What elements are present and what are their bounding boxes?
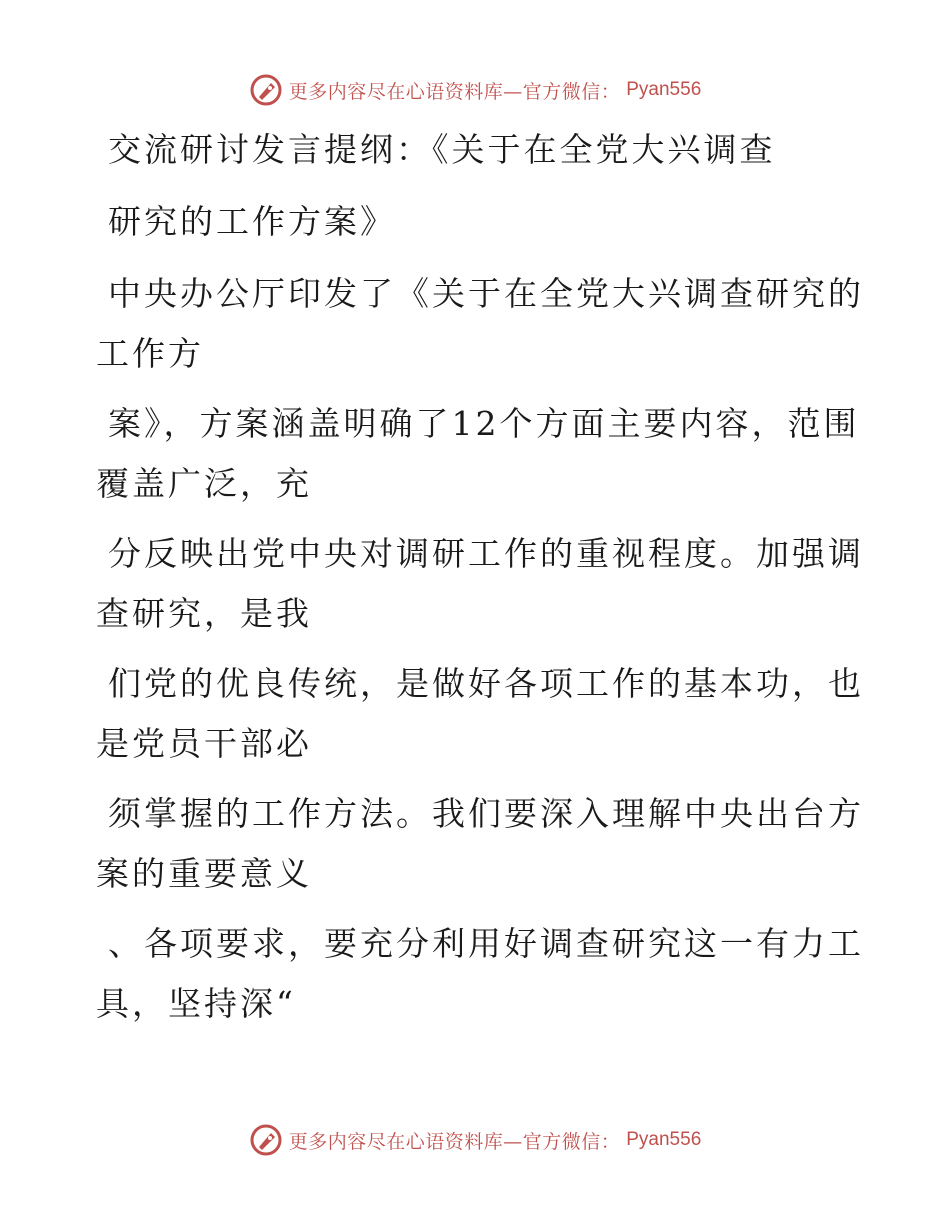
header-watermark <box>0 70 950 110</box>
watermark-wechat-id: Pyan556 <box>626 79 702 100</box>
title-line-2: 研究的工作方案》 <box>108 202 396 241</box>
title-line-1: 交流研讨发言提纲：《关于在全党大兴调查 <box>108 130 776 169</box>
watermark-text: 更多内容尽在心语资料库—官方微信： <box>288 80 621 103</box>
paragraph-line: 工作方 <box>96 334 204 373</box>
paragraph-4 <box>96 654 864 774</box>
paragraph-1 <box>96 264 864 384</box>
watermark-text: 更多内容尽在心语资料库—官方微信： <box>288 1130 621 1153</box>
paragraph-line: 查研究，是我 <box>96 594 312 633</box>
paragraph-line: 案》，方案涵盖明确了12个方面主要内容，范围 <box>108 404 860 443</box>
paragraph-line: 覆盖广泛，充 <box>96 464 312 503</box>
watermark-wechat-id: Pyan556 <box>626 1129 702 1150</box>
paragraph-line: 是党员干部必 <box>96 724 312 763</box>
footer-watermark <box>0 1120 950 1160</box>
paragraph-line: 们党的优良传统，是做好各项工作的基本功，也 <box>108 664 864 703</box>
paragraph-line: 须掌握的工作方法。我们要深入理解中央出台方 <box>108 794 864 833</box>
paragraph-line: 案的重要意义 <box>96 854 312 893</box>
paragraph-3 <box>96 524 864 644</box>
paragraph-line: 、各项要求，要充分利用好调查研究这一有力工 <box>108 924 864 963</box>
paragraph-line: 具，坚持深“ <box>96 984 296 1023</box>
paragraph-2 <box>96 394 860 514</box>
paragraph-6 <box>96 914 864 1034</box>
pen-nib-circle-icon <box>249 73 283 107</box>
paragraph-5 <box>96 784 864 904</box>
paragraph-line: 分反映出党中央对调研工作的重视程度。加强调 <box>108 534 864 573</box>
document-body <box>96 120 864 1034</box>
pen-nib-circle-icon <box>249 1123 283 1157</box>
paragraph-line: 中央办公厅印发了《关于在全党大兴调查研究的 <box>108 274 864 313</box>
